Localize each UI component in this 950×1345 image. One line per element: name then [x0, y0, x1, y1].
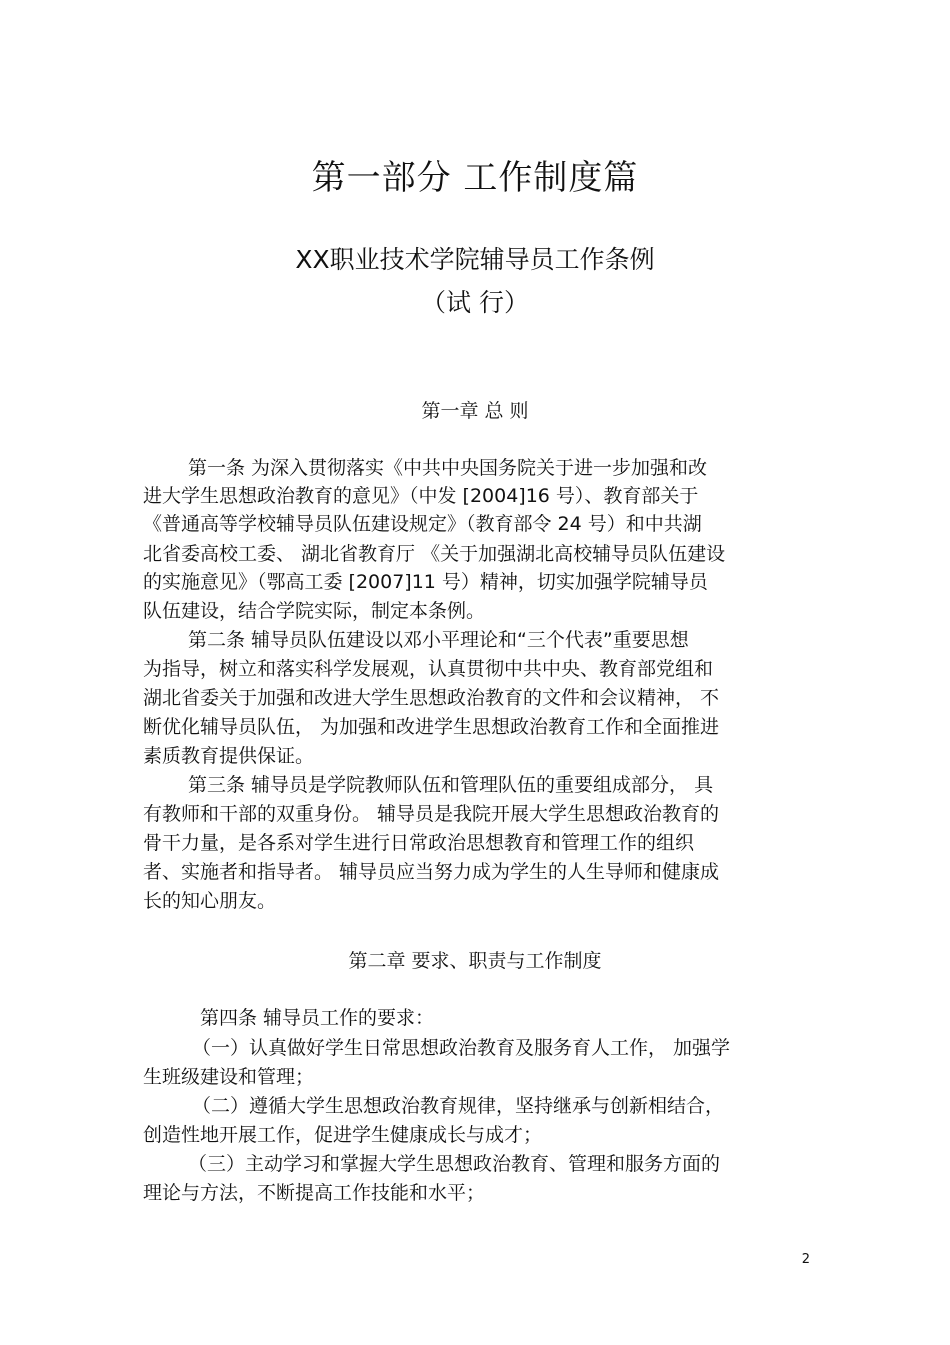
- body-line: （三）主动学习和掌握大学生思想政治教育、管理和服务方面的: [188, 1153, 721, 1175]
- chapter-heading-2: 第二章 要求、职责与工作制度: [348, 950, 602, 972]
- part-title: 第一部分 工作制度篇: [311, 158, 639, 198]
- chapter-heading-1: 第一章 总 则: [421, 400, 529, 422]
- body-line: 为指导，树立和落实科学发展观，认真贯彻中共中央、教育部党组和: [143, 658, 714, 680]
- body-line: 创造性地开展工作，促进学生健康成长与成才；: [143, 1124, 543, 1146]
- body-line: 第二条 辅导员队伍建设以邓小平理论和“三个代表”重要思想: [188, 629, 689, 651]
- body-line: 的实施意见》（鄂高工委 [2007]11 号）精神，切实加强学院辅导员: [143, 571, 708, 593]
- body-line: 湖北省委关于加强和改进大学生思想政治教育的文件和会议精神， 不: [143, 687, 720, 709]
- body-line: 生班级建设和管理；: [143, 1066, 315, 1088]
- body-line: 素质教育提供保证。: [143, 745, 315, 767]
- document-subtitle: （试 行）: [421, 288, 529, 317]
- body-line: 北省委高校工委、 湖北省教育厅 《关于加强湖北高校辅导员队伍建设: [143, 543, 726, 565]
- body-line: 第一条 为深入贯彻落实《中共中央国务院关于进一步加强和改: [188, 457, 708, 479]
- body-line: 队伍建设，结合学院实际，制定本条例。: [143, 600, 486, 622]
- body-line: 第三条 辅导员是学院教师队伍和管理队伍的重要组成部分， 具: [188, 774, 714, 796]
- body-line: 者、实施者和指导者。 辅导员应当努力成为学生的人生导师和健康成: [143, 861, 720, 883]
- body-line: （二）遵循大学生思想政治教育规律，坚持继承与创新相结合，: [192, 1095, 725, 1117]
- body-line: （一）认真做好学生日常思想政治教育及服务育人工作， 加强学: [192, 1037, 731, 1059]
- body-line: 断优化辅导员队伍， 为加强和改进学生思想政治教育工作和全面推进: [143, 716, 720, 738]
- body-line: 进大学生思想政治教育的意见》（中发 [2004]16 号）、教育部关于: [143, 485, 699, 507]
- page-number: 2: [801, 1252, 810, 1267]
- body-line: 有教师和干部的双重身份。 辅导员是我院开展大学生思想政治教育的: [143, 803, 720, 825]
- body-line: 《普通高等学校辅导员队伍建设规定》（教育部令 24 号）和中共湖: [143, 513, 702, 535]
- body-line: 理论与方法，不断提高工作技能和水平；: [143, 1182, 486, 1204]
- body-line: 长的知心朋友。: [143, 890, 277, 912]
- body-line: 第四条 辅导员工作的要求：: [200, 1007, 435, 1029]
- document-title: XX职业技术学院辅导员工作条例: [295, 245, 655, 274]
- body-line: 骨干力量，是各系对学生进行日常政治思想教育和管理工作的组织: [143, 832, 695, 854]
